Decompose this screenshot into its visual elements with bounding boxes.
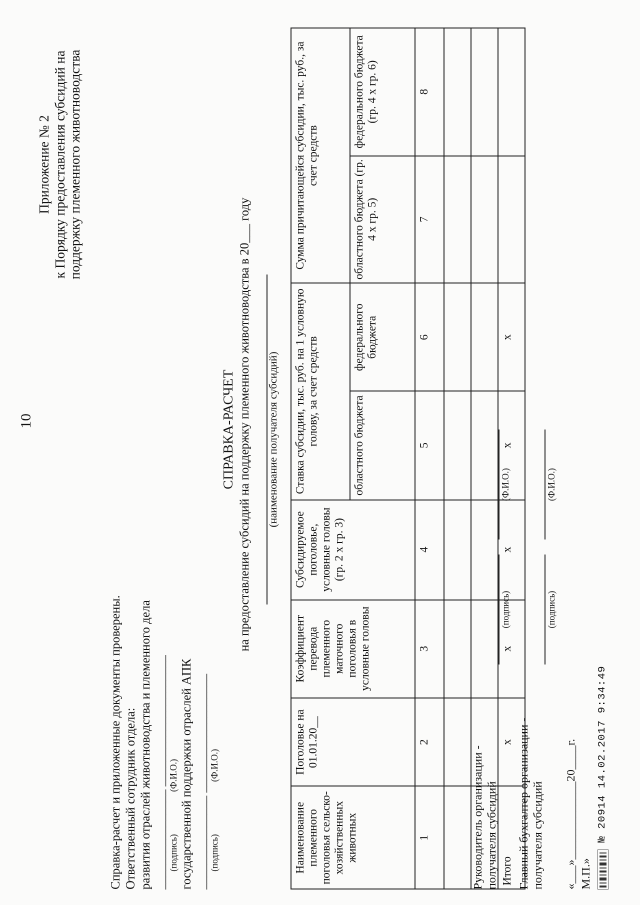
table-cell bbox=[444, 283, 471, 391]
table-cell: х bbox=[498, 698, 525, 787]
check-caption-name: (Ф.И.О.) bbox=[168, 759, 179, 792]
header-sum: Сумма причитающейся субсидии, тыс. руб., за счет средств bbox=[291, 28, 350, 283]
accountant-signature-line bbox=[545, 555, 546, 665]
check-line-6: _______________ ___________________ bbox=[194, 673, 209, 890]
accountant-title-line-1: Главный бухгалтер организации - bbox=[516, 717, 531, 890]
head-title-line-1: Руководитель организации - bbox=[470, 745, 485, 890]
table-cell bbox=[471, 156, 498, 284]
footer-registration: № 20914 14.02.2017 9:34:49 bbox=[596, 665, 609, 843]
table-row bbox=[415, 28, 444, 889]
accountant-title-line-2: получателя субсидий bbox=[530, 781, 545, 890]
check-caption-name-2: (Ф.И.О.) bbox=[209, 749, 220, 782]
table-cell bbox=[444, 156, 471, 284]
header-livestock: Поголовье на 01.01.20__ bbox=[291, 698, 415, 787]
table-cell bbox=[471, 500, 498, 600]
table-cell: х bbox=[498, 600, 525, 698]
accountant-caption-signature: (подпись) bbox=[546, 590, 557, 629]
header-rate-federal: федерального бюджета bbox=[350, 283, 415, 391]
table-row bbox=[444, 28, 471, 889]
table-cell: х bbox=[498, 500, 525, 600]
table-header-row bbox=[291, 28, 350, 889]
accountant-caption-name: (Ф.И.О.) bbox=[546, 468, 557, 501]
table-cell bbox=[471, 283, 498, 391]
date-line: «___»_____________20____г. bbox=[563, 738, 578, 890]
table-cell bbox=[471, 28, 498, 156]
check-caption-row bbox=[169, 595, 180, 889]
head-name-line bbox=[499, 430, 500, 540]
check-line-3: развития отраслей животноводства и племенного дела bbox=[138, 600, 153, 890]
check-caption-row-2 bbox=[210, 595, 221, 889]
recipient-caption: (наименование получателя субсидий) bbox=[267, 351, 280, 528]
table-cell bbox=[444, 500, 471, 600]
page-number: 10 bbox=[18, 413, 35, 429]
accountant-name-line bbox=[545, 430, 546, 540]
table-cell: 4 bbox=[415, 500, 444, 600]
table-cell bbox=[498, 156, 525, 284]
table-cell bbox=[471, 600, 498, 698]
table-cell bbox=[444, 600, 471, 698]
head-caption-signature: (подпись) bbox=[500, 590, 511, 629]
header-rate-regional: областного бюджета bbox=[350, 391, 415, 499]
header-rate: Ставка субсидии, тыс. руб. на 1 условную голову, за счет средств bbox=[291, 283, 350, 499]
head-title-line-2: получателя субсидий bbox=[484, 781, 499, 890]
stamp-place: М.П.» bbox=[578, 858, 593, 890]
head-caption-name: (Ф.И.О.) bbox=[500, 468, 511, 501]
head-signature-line bbox=[499, 555, 500, 665]
table-cell: х bbox=[498, 283, 525, 391]
table-cell: 7 bbox=[415, 156, 444, 284]
table-cell: 1 bbox=[415, 787, 444, 890]
table-cell bbox=[471, 391, 498, 499]
check-line-5: государственной поддержки отраслей АПК bbox=[179, 658, 194, 890]
table-cell: 3 bbox=[415, 600, 444, 698]
appendix-line-2: к Порядку предоставления субсидий на bbox=[52, 50, 67, 279]
document-title: СПРАВКА-РАСЧЕТ bbox=[221, 369, 237, 490]
header-sum-federal: федерального бюджета (гр. 4 х гр. 6) bbox=[350, 28, 415, 156]
table-cell bbox=[498, 28, 525, 156]
appendix-line-3: поддержку племенного животноводства bbox=[67, 49, 83, 280]
table-cell: 2 bbox=[415, 698, 444, 787]
table-cell bbox=[444, 698, 471, 787]
check-line-1: Справка-расчет и приложенные документы проверены. bbox=[108, 595, 123, 890]
document-subtitle: на предоставление субсидий на поддержку племенного животноводства в 20___ году bbox=[237, 197, 252, 652]
table-cell bbox=[444, 28, 471, 156]
table-cell: 6 bbox=[415, 283, 444, 391]
table-cell: 8 bbox=[415, 28, 444, 156]
barcode-stamp-icon bbox=[598, 850, 609, 890]
header-coefficient: Коэффициент перевода племенного маточного поголовья в условные головы bbox=[291, 600, 415, 698]
check-caption-signature: (подпись) bbox=[168, 834, 179, 872]
header-sum-regional: областного бюджета (гр. 4 х гр. 5) bbox=[350, 156, 415, 284]
check-line-4: ________________ _____________________ bbox=[153, 655, 168, 890]
rotated-content bbox=[1, 0, 640, 905]
table-cell: х bbox=[498, 391, 525, 499]
check-line-2: Ответственный сотрудник отдела: bbox=[123, 707, 138, 890]
total-label: Итого bbox=[498, 787, 525, 890]
check-block bbox=[109, 595, 221, 889]
head-signature-block bbox=[471, 745, 499, 889]
header-name: Наименование племенного поголовья сельско-хозяйственных животных bbox=[291, 787, 415, 890]
accountant-signature-block bbox=[517, 718, 545, 890]
table-cell bbox=[444, 787, 471, 890]
appendix-header bbox=[37, 15, 84, 315]
header-subsidized: Субсидируемое поголовье, условные головы (гр. 2 х гр. 3) bbox=[291, 500, 415, 600]
check-caption-signature-2: (подпись) bbox=[209, 834, 220, 872]
appendix-line-1: Приложение № 2 bbox=[36, 115, 52, 214]
table-cell: 5 bbox=[415, 391, 444, 499]
table-cell bbox=[444, 391, 471, 499]
